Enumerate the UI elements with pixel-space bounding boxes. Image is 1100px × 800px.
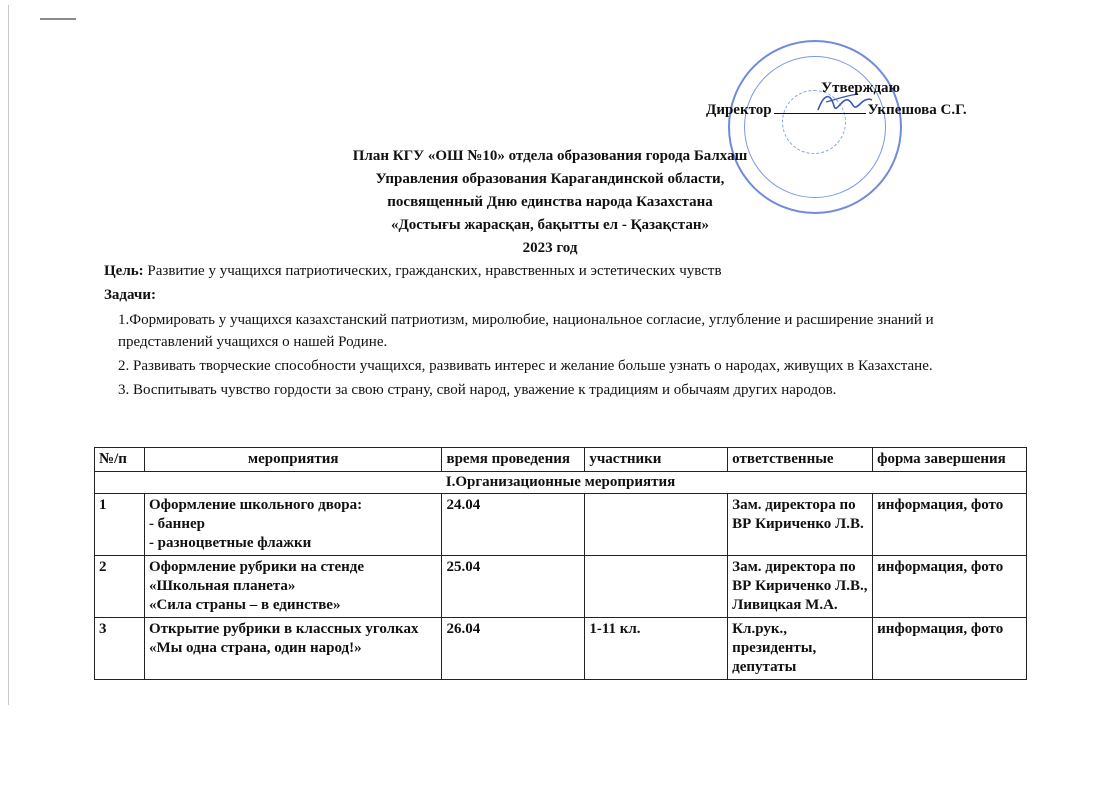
table-row xyxy=(95,556,1027,618)
row-event: Открытие рубрики в классных уголках «Мы одна страна, один народ!» xyxy=(144,618,442,680)
row-form: информация, фото xyxy=(873,618,1027,680)
section-row xyxy=(95,472,1027,494)
header-date: время проведения xyxy=(442,448,585,472)
goal-text: Развитие у учащихся патриотических, гражданских, нравственных и эстетических чувств xyxy=(143,263,722,279)
row-participants: 1-11 кл. xyxy=(585,618,728,680)
row-num: 1 xyxy=(95,494,145,556)
row-form: информация, фото xyxy=(873,494,1027,556)
events-table xyxy=(94,447,1027,680)
director-label: Директор xyxy=(706,102,772,118)
goal-label: Цель: xyxy=(104,263,144,279)
row-responsible: Зам. директора по ВР Кириченко Л.В. xyxy=(728,494,873,556)
signature-line xyxy=(774,113,866,114)
goal-line xyxy=(104,263,722,280)
row-num: 3 xyxy=(95,618,145,680)
row-date: 26.04 xyxy=(442,618,585,680)
header-form: форма завершения xyxy=(873,448,1027,472)
table-row xyxy=(95,618,1027,680)
table-row xyxy=(95,494,1027,556)
task-item: 1.Формировать у учащихся казахстанский патриотизм, миролюбие, национальное согласие, углубление и расширение знаний и представлений учащихся о нашей Родине. xyxy=(118,312,934,350)
scan-edge-line xyxy=(8,5,9,705)
row-form: информация, фото xyxy=(873,556,1027,618)
row-responsible: Зам. директора по ВР Кириченко Л.В., Ливицкая М.А. xyxy=(728,556,873,618)
title-line: «Достығы жарасқан, бақытты ел - Қазақстан» xyxy=(390,217,709,233)
row-date: 25.04 xyxy=(442,556,585,618)
director-name: Укпешова С.Г. xyxy=(867,102,967,118)
task-item: 2. Развивать творческие способности учащихся, развивать интерес и желание больше узнать о народах, живущих в Казахстане. xyxy=(118,358,933,374)
header-participants: участники xyxy=(585,448,728,472)
header-event: мероприятия xyxy=(144,448,442,472)
title-line: Управления образования Карагандинской области, xyxy=(375,171,725,187)
row-date: 24.04 xyxy=(442,494,585,556)
header-num: №/п xyxy=(95,448,145,472)
tasks-list xyxy=(118,309,998,403)
task-item: 3. Воспитывать чувство гордости за свою страну, свой народ, уважение к традициям и обычаям других народов. xyxy=(118,382,837,398)
row-event: Оформление рубрики на стенде «Школьная планета» «Сила страны – в единстве» xyxy=(144,556,442,618)
title-line: План КГУ «ОШ №10» отдела образования города Балхаш xyxy=(352,148,748,164)
plan-title xyxy=(0,145,1100,260)
row-participants xyxy=(585,494,728,556)
row-responsible: Кл.рук., президенты, депутаты xyxy=(728,618,873,680)
table-header-row xyxy=(95,448,1027,472)
director-line xyxy=(706,102,967,119)
section-title: I.Организационные мероприятия xyxy=(95,472,1027,494)
row-num: 2 xyxy=(95,556,145,618)
row-participants xyxy=(585,556,728,618)
tasks-label: Задачи: xyxy=(104,287,157,303)
row-event: Оформление школьного двора: - баннер - разноцветные флажки xyxy=(144,494,442,556)
approval-label: Утверждаю xyxy=(821,80,900,96)
title-year: 2023 год xyxy=(522,240,578,256)
header-responsible: ответственные xyxy=(728,448,873,472)
title-line: посвященный Дню единства народа Казахстана xyxy=(387,194,713,210)
scan-mark xyxy=(40,18,76,20)
